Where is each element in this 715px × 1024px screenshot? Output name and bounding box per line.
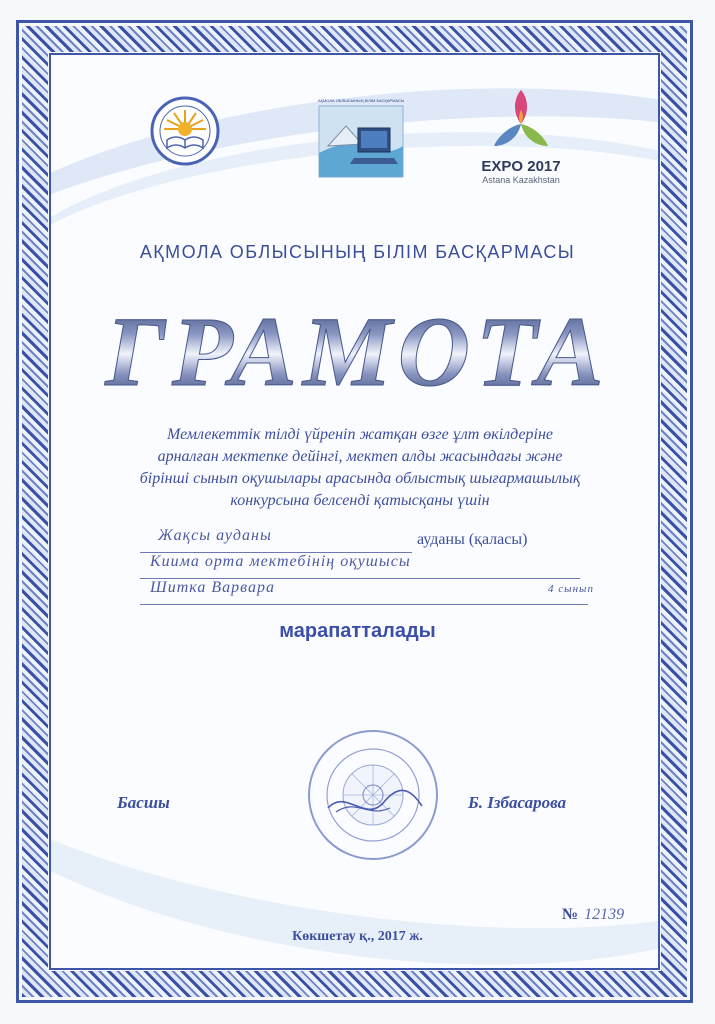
award-text: марапатталады xyxy=(279,620,436,642)
signatory-position: Басшы xyxy=(117,793,170,812)
document-number xyxy=(562,906,624,924)
organization-name: АҚМОЛА ОБЛЫСЫНЫҢ БІЛІМ БАСҚАРМАСЫ xyxy=(139,242,576,262)
place-date: Көкшетау қ., 2017 ж. xyxy=(292,929,423,944)
certificate-title: ГРАМОТА xyxy=(0,294,715,409)
expo-2017-logo xyxy=(476,88,566,198)
certificate-description xyxy=(110,424,610,512)
grade-handwritten: 4 сынып xyxy=(548,583,594,595)
description-line: конкурсына белсенді қатысқаны үшін xyxy=(230,492,490,509)
district-suffix: ауданы (қаласы) xyxy=(417,531,528,548)
description-line: арналған мектепке дейінгі, мектеп алды жасындағы және xyxy=(157,448,563,465)
description-line: Мемлекеттік тілді үйреніп жатқан өзге ұлт өкілдеріне xyxy=(166,426,554,443)
school-handwritten: Киима орта мектебінің оқушысы xyxy=(150,553,411,570)
official-stamp xyxy=(306,728,440,862)
description-line: бірінші сынып оқушылары арасында облыстық шығармашылық xyxy=(139,470,581,487)
student-handwritten: Шитка Варвара xyxy=(150,579,275,596)
document-number-label: № xyxy=(562,906,579,923)
expo-subtitle: Astana Kazakhstan xyxy=(482,175,560,185)
regional-education-logo xyxy=(318,98,404,178)
signatory-name: Б. Ізбасарова xyxy=(468,793,567,812)
education-department-emblem xyxy=(150,96,220,166)
district-handwritten: Жақсы ауданы xyxy=(158,527,272,544)
document-number-value: 12139 xyxy=(584,906,625,923)
expo-flower-icon xyxy=(476,88,566,154)
expo-title: EXPO 2017 xyxy=(481,158,561,175)
regional-education-logo-caption: АҚМОЛА ОБЛЫСЫНЫҢ БІЛІМ БАСҚАРМАСЫ xyxy=(318,98,404,103)
